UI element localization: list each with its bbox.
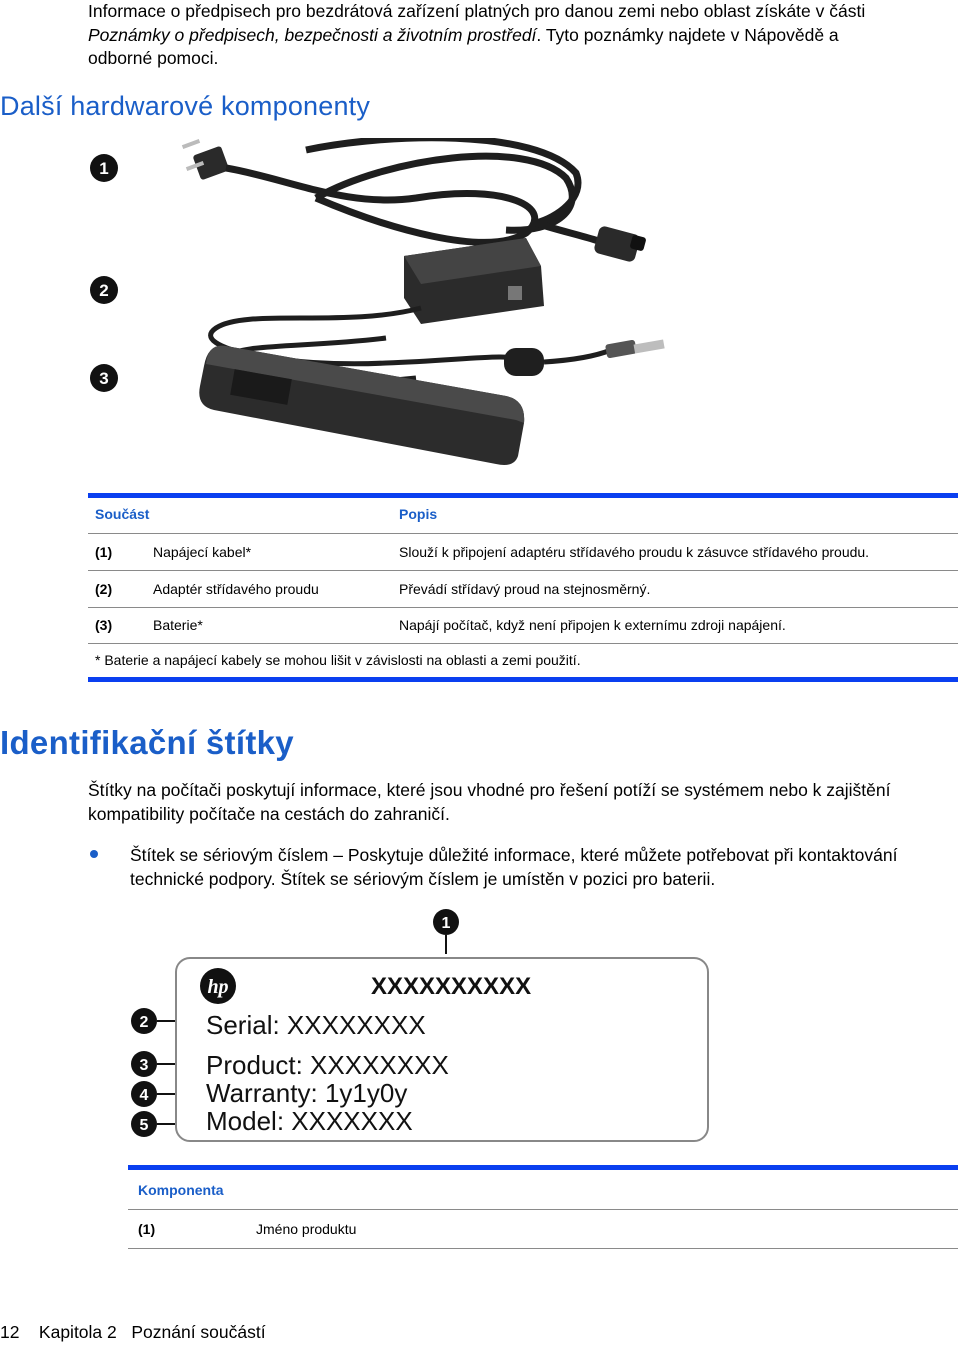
callout-2	[90, 276, 118, 304]
label-model: Model: XXXXXXX	[206, 1106, 413, 1136]
svg-text:4: 4	[139, 1087, 149, 1104]
callout-1	[90, 154, 118, 182]
page-number: 12	[0, 1322, 20, 1342]
intro-line-3: odborné pomoci.	[88, 48, 219, 68]
table-header-part: Součást	[95, 506, 150, 522]
svg-text:5: 5	[139, 1117, 149, 1134]
table-row-1-desc: Slouží k připojení adaptéru střídavého proudu k zásuvce střídavého proudu.	[399, 544, 870, 560]
svg-text:2: 2	[139, 1014, 149, 1031]
bullet-text: – Poskytuje důležité informace, které můžete potřebovat při kontaktování technické podpory. Štítek se sériovým číslem je umístěn v pozici pro baterii.	[130, 845, 898, 889]
ac-adapter-icon	[404, 238, 544, 324]
table-row-rule	[88, 607, 958, 608]
page-footer	[0, 1322, 266, 1343]
intro-paragraph	[88, 0, 948, 71]
table-row-1-num: (1)	[95, 544, 113, 560]
label-serial: Serial: XXXXXXXX	[206, 1010, 426, 1040]
table-row-rule	[88, 643, 958, 644]
section-title-labels: Identifikační štítky	[0, 724, 294, 761]
table-header-desc: Popis	[399, 506, 438, 522]
table-row-2-part: Adaptér střídavého proudu	[153, 581, 319, 597]
svg-text:hp: hp	[207, 976, 229, 998]
power-cord-coil	[226, 138, 616, 248]
bullet-dot-icon	[90, 850, 98, 858]
table-row-1-part: Napájecí kabel*	[153, 544, 252, 560]
table-top-rule	[88, 493, 958, 498]
chapter-title: Poznání součástí	[131, 1322, 266, 1342]
svg-text:1: 1	[441, 915, 451, 932]
callout-1-label: 1	[99, 159, 109, 178]
table-row-2-num: (2)	[95, 581, 113, 597]
intro-line-1: Informace o předpisech pro bezdrátová zařízení platných pro danou zemi nebo oblast získáte v části	[88, 1, 866, 21]
table-row-3-part: Baterie*	[153, 617, 203, 633]
labels-paragraph: Štítky na počítači poskytují informace, které jsou vhodné pro řešení potíží se systémem nebo k zajištění kompatibility počítače na cestách do zahraničí.	[88, 780, 891, 824]
table2-top-rule	[128, 1165, 958, 1170]
ferrite-core-icon	[504, 348, 544, 376]
bullet-term: Štítek se sériovým číslem	[130, 845, 329, 865]
table-footnote: * Baterie a napájecí kabely se mohou lišit v závislosti na oblasti a zemi použití.	[95, 652, 581, 668]
table2-header-rule	[128, 1209, 958, 1210]
bullet-item-serial-label	[130, 844, 960, 891]
intro-line-2-rest: . Tyto poznámky najdete v Nápovědě a	[536, 24, 839, 45]
chapter-label: Kapitola 2	[38, 1322, 117, 1342]
callout-3-label: 3	[99, 369, 109, 388]
callout-3	[90, 364, 118, 392]
table2-row-1-num: (1)	[138, 1221, 156, 1237]
svg-text:3: 3	[139, 1057, 149, 1074]
dc-plug-icon	[605, 339, 665, 358]
label-warranty: Warranty: 1y1y0y	[206, 1078, 408, 1108]
power-plug-icon	[182, 139, 230, 180]
serial-label-illustration	[126, 906, 726, 1151]
label-serial-top: XXXXXXXXXX	[371, 973, 532, 1000]
cord-connector-icon	[593, 225, 646, 263]
hp-logo-icon	[200, 968, 236, 1004]
table-row-2-desc: Převádí střídavý proud na stejnosměrný.	[399, 581, 651, 597]
intro-line-2	[88, 24, 948, 48]
hardware-illustration	[86, 138, 706, 478]
section-title-hardware: Další hardwarové komponenty	[0, 91, 371, 121]
label-product: Product: XXXXXXXX	[206, 1050, 449, 1080]
table2-row-1-name: Jméno produktu	[256, 1221, 357, 1237]
table-header-rule	[88, 533, 958, 534]
table2-header: Komponenta	[138, 1182, 224, 1198]
table-row-3-num: (3)	[95, 617, 113, 633]
intro-italic-title: Poznámky o předpisech, bezpečnosti a životním prostředí	[88, 24, 537, 45]
label-callout-1	[433, 909, 459, 954]
table-bottom-rule	[88, 677, 958, 682]
callout-2-label: 2	[99, 281, 109, 300]
table2-row-rule	[128, 1248, 958, 1249]
table-row-rule	[88, 570, 958, 571]
table-row-3-desc: Napájí počítač, když není připojen k externímu zdroji napájení.	[399, 617, 786, 633]
